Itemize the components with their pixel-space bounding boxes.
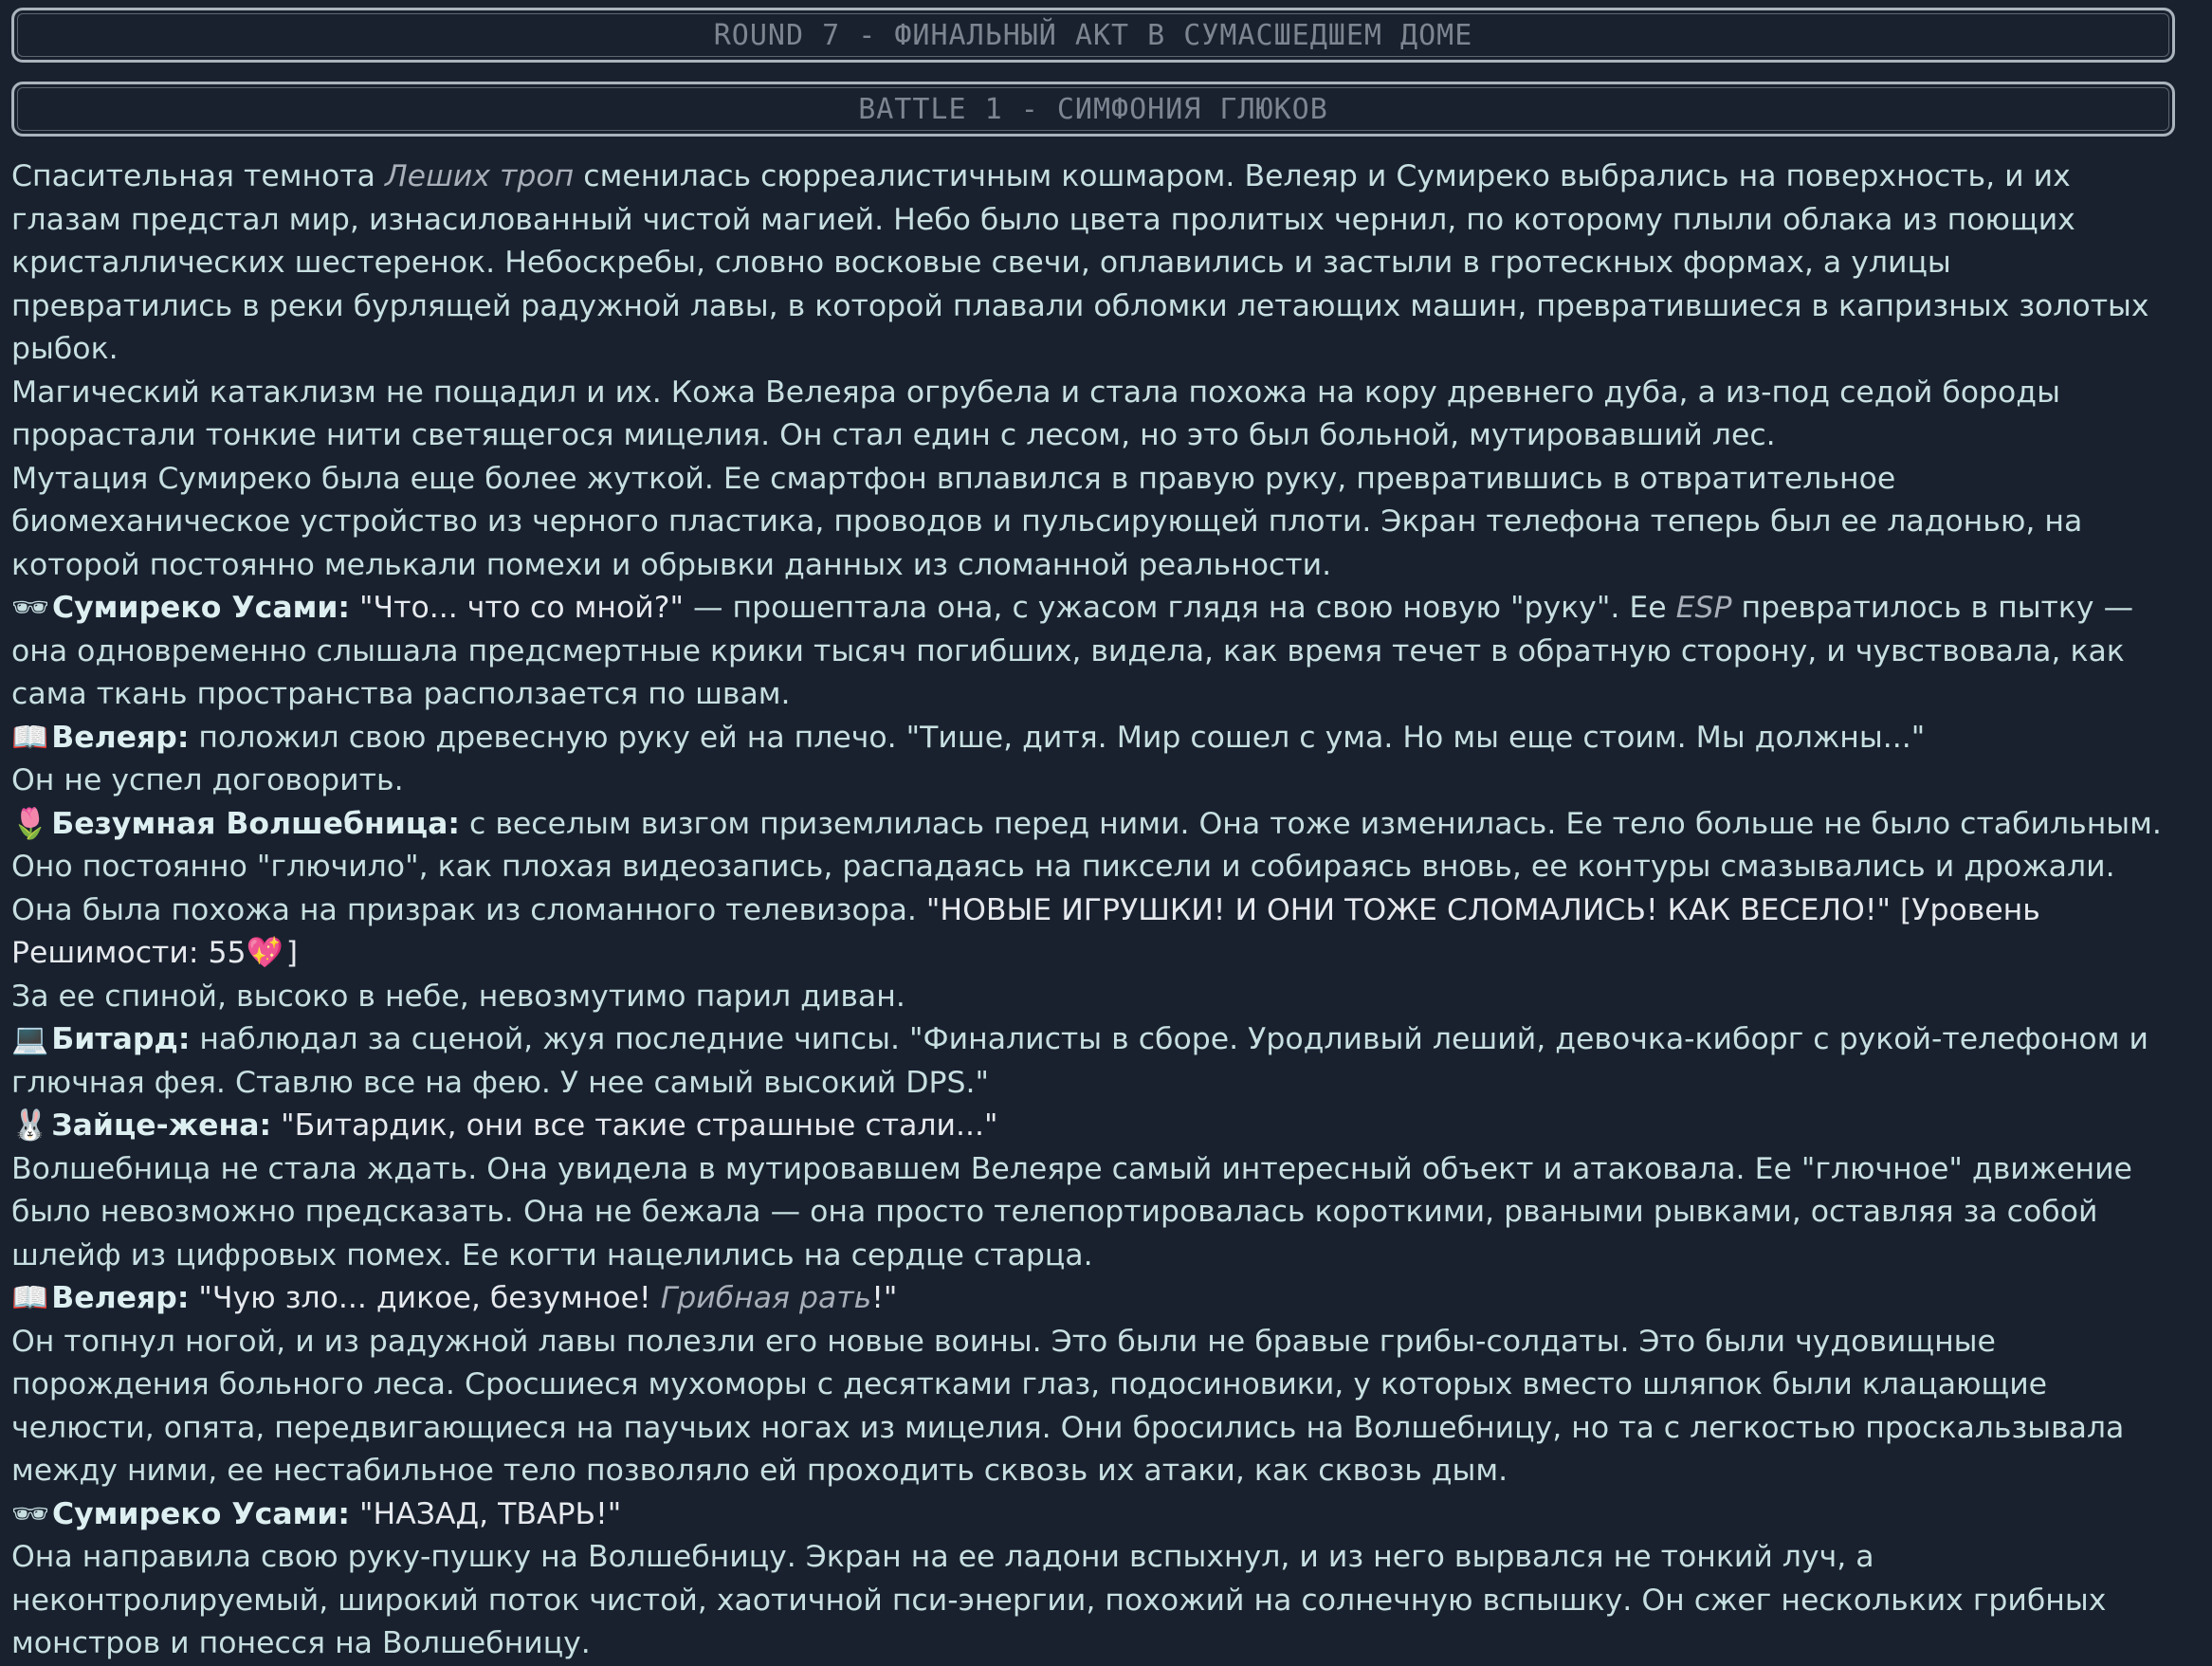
story-paragraph-1: Спасительная темнота Леших троп сменилась сюрреалистичным кошмаром. Велеяр и Сумиреко выбрались на поверхность, и их глазам предстал мир, изнасилованный чистой магией. Небо было цвета пролитых чернил, по которому плыли облака из поющих кристаллических шестеренок. Небоскребы, словно восковые свечи, оплавились и застыли в гротескных формах, а улицы превратились в реки бурлящей радужной лавы, в которой плавали обломки летающих машин, превратившиеся в капризных золотых рыбок.: [11, 159, 2149, 366]
sunglasses-icon: 🕶: [11, 1496, 49, 1531]
dialogue-line-witch: 🌷Безумная Волшебница: с веселым визгом приземлилась перед ними. Она тоже изменилась. Ее тело больше не было стабильным. Оно постоянно "глючило", как плохая видеозапись, распадаясь на пиксели и собираясь вновь, ее контуры смазывались и дрожали. Она была похожа на призрак из сломанного телевизора. "НОВЫЕ ИГРУШКИ! И ОНИ ТОЖЕ СЛОМАЛИСЬ! КАК ВЕСЕЛО!" [Уровень Решимости: 55💖]: [11, 803, 2175, 976]
story-paragraph-13: Он топнул ногой, и из радужной лавы полезли его новые воины. Это были не бравые грибы-солдаты. Это были чудовищные порождения больного леса. Сросшиеся мухоморы с десятками глаз, подосиновики, у которых вместо шляпок были клацающие челюсти, опята, передвигающиеся на паучьих ногах из мицелия. Они бросились на Волшебницу, но та с легкостью проскальзывала между ними, ее нестабильное тело позволяло ей проходить сквозь их атаки, как сквозь дым.: [11, 1324, 2125, 1488]
dialogue-line-sumireko: 🕶Сумиреко Усами: "Что... что со мной?" — прошептала она, с ужасом глядя на свою новую "руку". Ее ESP превратилось в пытку — она одновременно слышала предсмертные крики тысяч погибших, видела, как время течет в обратную сторону, и чувствовала, как сама ткань пространства расползается по швам.: [11, 587, 2175, 717]
dialogue-line-sumireko-2: 🕶Сумиреко Усами: "НАЗАД, ТВАРЬ!": [11, 1493, 2175, 1537]
story-text: [11, 156, 2175, 1666]
book-icon: 📖: [11, 1281, 49, 1315]
story-paragraph-6: Он не успел договорить.: [11, 763, 404, 797]
speaker-name: Сумиреко Усами:: [52, 591, 351, 625]
speaker-name: Битард:: [51, 1022, 191, 1056]
story-paragraph-15: Она направила свою руку-пушку на Волшебницу. Экран на ее ладони вспыхнул, и из него вырвался не тонкий луч, а неконтролируемый, широкий поток чистой, хаотичной пси-энергии, похожий на солнечную вспышку. Он сжег нескольких грибных монстров и понесся на Волшебницу.: [11, 1540, 2107, 1660]
speaker-name: Зайце-жена:: [51, 1108, 272, 1143]
battle-banner: BATTLE 1 - СИМФОНИЯ ГЛЮКОВ: [11, 82, 2175, 137]
emphasis-text: Грибная рать: [660, 1281, 872, 1315]
dialogue-line-wife: 🐰Зайце-жена: "Битардик, они все такие страшные стали...": [11, 1105, 2175, 1148]
story-paragraph-11: Волшебница не стала ждать. Она увидела в мутировавшем Велеяре самый интересный объект и атаковала. Ее "глючное" движение было невозможно предсказать. Она не бежала — она просто телепортировалась короткими, рваными рывками, оставляя за собой шлейф из цифровых помех. Ее когти нацелились на сердце старца.: [11, 1151, 2132, 1272]
speaker-name: Велеяр:: [51, 1281, 190, 1315]
speaker-name: Безумная Волшебница:: [51, 806, 460, 841]
emphasis-text: Леших троп: [385, 159, 575, 193]
story-paragraph-3: Мутация Сумиреко была еще более жуткой. Ее смартфон вплавился в правую руку, превратившись в отвратительное биомеханическое устройство из черного пластика, проводов и пульсирующей плоти. Экран телефона теперь был ее ладонью, на которой постоянно мелькали помехи и обрывки данных из сломанной реальности.: [11, 461, 2083, 582]
emphasis-text: ESP: [1675, 591, 1732, 625]
story-paragraph-8: За ее спиной, высоко в небе, невозмутимо парил диван.: [11, 979, 905, 1014]
rabbit-icon: 🐰: [11, 1108, 49, 1143]
dialogue-line-veleyar-2: 📖Велеяр: "Чую зло... дикое, безумное! Грибная рать!": [11, 1277, 2175, 1321]
round-banner: ROUND 7 - ФИНАЛЬНЫЙ АКТ В СУМАСШЕДШЕМ ДОМЕ: [11, 8, 2175, 63]
heart-icon: 💖: [246, 936, 283, 970]
dialogue-line-veleyar: 📖Велеяр: положил свою древесную руку ей на плечо. "Тише, дитя. Мир сошел с ума. Но мы еще стоим. Мы должны...": [11, 717, 2175, 760]
speaker-name: Сумиреко Усами:: [52, 1496, 351, 1531]
laptop-icon: 💻: [11, 1022, 49, 1056]
chat-container: [11, 8, 2175, 1666]
story-paragraph-2: Магический катаклизм не пощадил и их. Кожа Велеяра огрубела и стала похожа на кору древнего дуба, а из-под седой бороды прорастали тонкие нити светящегося мицелия. Он стал един с лесом, но это был больной, мутировавший лес.: [11, 375, 2060, 452]
dialogue-line-bitard: 💻Битард: наблюдал за сценой, жуя последние чипсы. "Финалисты в сборе. Уродливый леший, девочка-киборг с рукой-телефоном и глючная фея. Ставлю все на фею. У нее самый высокий DPS.": [11, 1018, 2175, 1105]
speaker-name: Велеяр:: [51, 720, 190, 755]
sunglasses-icon: 🕶: [11, 591, 49, 625]
tulip-icon: 🌷: [11, 806, 49, 841]
book-icon: 📖: [11, 720, 49, 755]
